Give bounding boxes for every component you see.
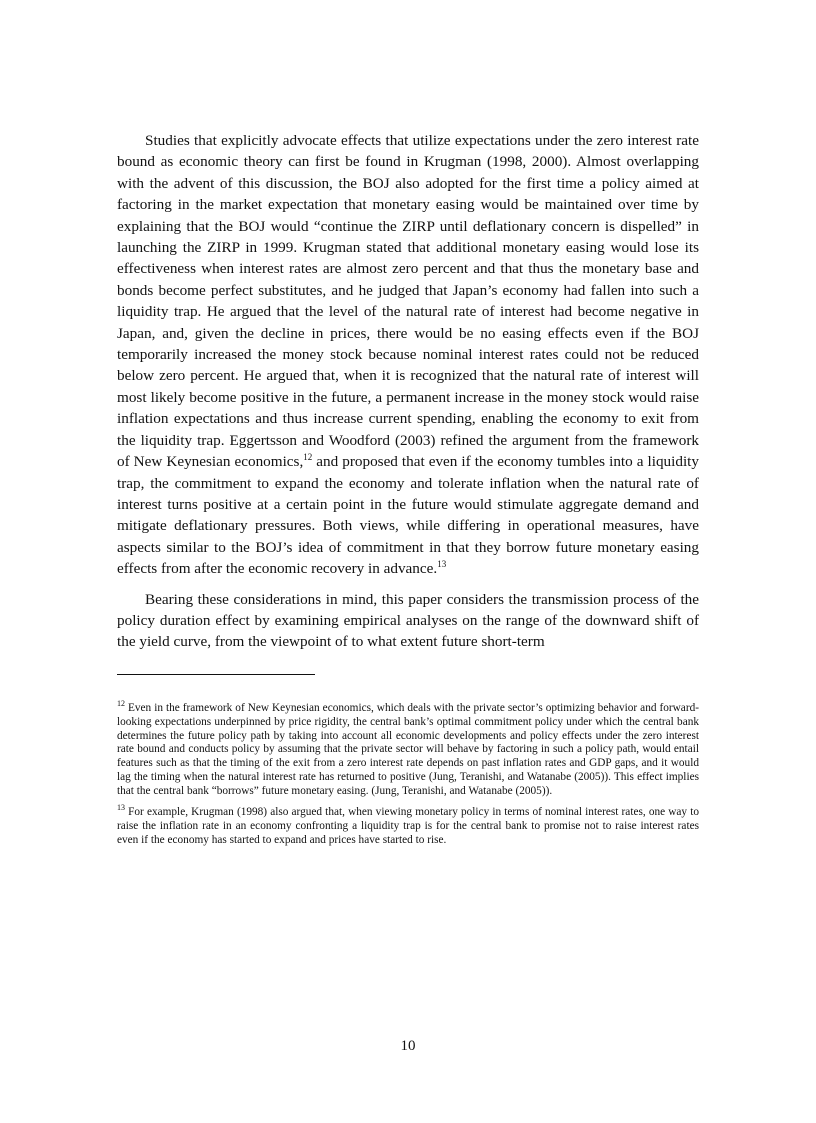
paragraph-1-text-b: and proposed that even if the economy tumbles into a liquidity trap, the commitment to expand the economy and tolerate inflation when the natural rate of interest turns positive at a certain point in the future would stimulate aggregate demand and mitigate deflationary pressures. Both views, while differing in operational measures, have aspects similar to the BOJ’s idea of commitment in that they borrow future monetary easing effects from after the economic recovery in advance. (117, 453, 699, 578)
document-page (117, 130, 699, 848)
footnote-number-12: 12 (117, 698, 125, 708)
paragraph-1-text-a: Studies that explicitly advocate effects that utilize expectations under the zero interest rate bound as economic theory can first be found in Krugman (1998, 2000). Almost overlapping with the advent of this discussion, the BOJ also adopted for the first time a policy aimed at factoring in the market expectation that monetary easing would be maintained over time by explaining that the BOJ would “continue the ZIRP until deflationary concern is dispelled” in launching the ZIRP in 1999. Krugman stated that additional monetary easing would lose its effectiveness when interest rates are almost zero percent and that thus the monetary base and bonds become perfect substitutes, and he judged that Japan’s economy had fallen into such a liquidity trap. He argued that the level of the natural rate of interest had become negative in Japan, and, given the decline in prices, there would be no easing effects even if the BOJ temporarily increased the money stock because nominal interest rates could not be reduced below zero percent. He argued that, when it is recognized that the natural rate of interest will most likely become positive in the future, a permanent increase in the money stock would raise inflation expectations and thus increase current spending, enabling the economy to exit from the liquidity trap. Eggertsson and Woodford (2003) refined the argument from the framework of New Keynesian economics, (117, 132, 699, 471)
footnote-ref-12[interactable]: 12 (303, 452, 313, 463)
body-paragraph-2: Bearing these considerations in mind, this paper considers the transmission process of the policy duration effect by examining empirical analyses on the range of the downward shift of the yield curve, from the viewpoint of to what extent future short-term (117, 590, 699, 651)
footnote-ref-13[interactable]: 13 (437, 559, 447, 570)
footnote-12 (117, 698, 699, 799)
footnote-13 (117, 803, 699, 848)
body-paragraph-1 (117, 130, 699, 580)
page-number: 10 (400, 1038, 416, 1054)
footnote-13-text: For example, Krugman (1998) also argued that, when viewing monetary policy in terms of nominal interest rates, one way to raise the inflation rate in an economy confronting a liquidity trap is for the central bank to promise not to raise interest rates even if the economy has started to expand and prices have started to rise. (117, 806, 699, 846)
footnote-number-13: 13 (117, 803, 125, 813)
footnote-separator (117, 674, 315, 675)
footnotes-section (117, 698, 699, 848)
footnote-12-text: Even in the framework of New Keynesian economics, which deals with the private sector’s optimizing behavior and forward-looking expectations underpinned by price rigidity, the central bank’s optimal commitment policy under which the central bank determines the future policy path by taking into account all economic developments and policy effects under the zero interest rate bound and conducts policy by assuming that the private sector will behave by factoring in such a policy path, would entail features such as that the timing of the exit from a zero interest rate depends on past inflation rates and GDP gaps, and it would lag the timing when the natural interest rate has returned to positive (Jung, Teranishi, and Watanabe (2005)). This effect implies that the central bank “borrows” future monetary easing. (Jung, Teranishi, and Watanabe (2005)). (117, 701, 699, 798)
